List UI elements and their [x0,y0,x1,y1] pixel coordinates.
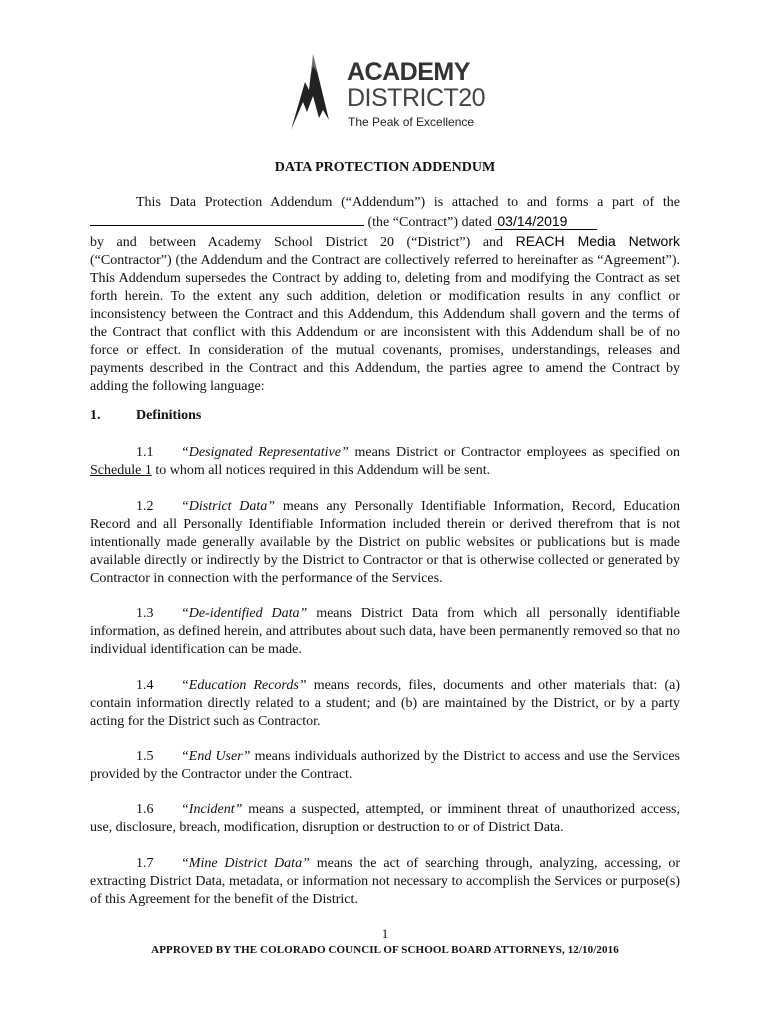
definition-text-tail: to whom all notices required in this Addendum will be sent. [151,463,491,478]
contract-date-field[interactable]: 03/14/2019 [495,213,597,230]
parties-label: by and between Academy School District 20 (“District”) and [90,235,504,250]
definition-text: means a suspected, attempted, or imminent threat of unauthorized access, use, disclosure, breach, modification, disruption or destruction to or of District Data. [90,802,680,835]
definition-text: means the act of searching through, analyzing, accessing, or extracting District Data, metadata, or information not necessary to accomplish the Services or purpose(s) of this Agreement for the benefit of the District. [90,856,680,907]
definition-number: 1.3 [136,606,154,621]
definition-text: means records, files, documents and other materials that: (a) contain information directly related to a student; and (b) are maintained by the District, or by a party acting for the District such as Contractor. [90,678,680,729]
section-number: 1. [90,408,101,423]
definition-text: means individuals authorized by the District to access and use the Services provided by the Contractor under the Contract. [90,749,680,782]
contract-dated-label: (the “Contract”) dated [367,215,492,230]
definition-term: “Mine District Data” [181,856,310,871]
definition-1-1 [90,444,680,480]
definition-1-6 [90,801,680,837]
logo-tagline: The Peak of Excellence [348,115,475,129]
intro-line-3 [90,232,680,252]
definition-term: “De-identified Data” [181,606,308,621]
contractor-name-field[interactable]: REACH Media Network [515,233,680,249]
mountain-peak-icon [283,52,345,132]
document-title: DATA PROTECTION ADDENDUM [274,160,496,175]
page-number: 1 [381,926,389,941]
approval-footer: APPROVED BY THE COLORADO COUNCIL OF SCHOOL BOARD ATTORNEYS, 12/10/2016 [151,944,619,956]
logo-line-district: DISTRICT20 [347,84,486,112]
definition-term: “Education Records” [181,678,307,693]
intro-paragraph [90,194,680,396]
district-logo [283,52,493,132]
definition-number: 1.4 [136,678,154,693]
section-title: Definitions [136,408,202,423]
definition-term: “District Data” [181,499,276,514]
definition-number: 1.5 [136,749,154,764]
definition-1-5 [90,748,680,784]
definition-number: 1.2 [136,499,154,514]
intro-body: (“Contractor”) (the Addendum and the Contract are collectively referred to hereinafter as “Agreement”). This Addendum supersedes the Contract by adding to, deleting from and modifying the Contract as set forth herein. To the extent any such addition, deletion or modification results in any conflict or inconsistency between the Contract and this Addendum, this Addendum shall govern and the terms of the Contract that conflict with this Addendum or are inconsistent with this Addendum shall be of no force or effect. In consideration of the mutual covenants, promises, understandings, releases and payments described in the Contract and this Addendum, the parties agree to amend the Contract by adding the following language: [90,253,680,394]
section-heading [90,408,201,424]
logo-line-academy: ACADEMY [347,58,470,86]
definition-number: 1.6 [136,802,154,817]
definition-term: “Incident” [181,802,243,817]
definition-1-4 [90,677,680,731]
definition-number: 1.1 [136,445,154,460]
contract-name-field[interactable] [90,212,364,226]
intro-line-1: This Data Protection Addendum (“Addendum”) is attached to and forms a part of the [136,195,680,210]
definition-number: 1.7 [136,856,154,871]
intro-line-2 [90,212,680,232]
definition-1-3 [90,605,680,659]
definition-1-7 [90,855,680,909]
definition-text: means any Personally Identifiable Information, Record, Education Record and all Personally Identifiable Information included therein or derived therefrom that is not intentionally made generally available by the District on public websites or publications but is made available directly or indirectly by the District to Contractor or that is otherwise collected or generated by Contractor in connection with the performance of the Services. [90,499,680,586]
definition-1-2 [90,498,680,588]
definition-text: means District Data from which all personally identifiable information, as defined herein, and attributes about such data, have been permanently removed so that no individual identification can be made. [90,606,680,657]
definition-term: “End User” [181,749,251,764]
schedule-1-link[interactable]: Schedule 1 [90,463,152,478]
definition-text: means District or Contractor employees as specified on [348,445,680,460]
definition-term: “Designated Representative” [181,445,349,460]
